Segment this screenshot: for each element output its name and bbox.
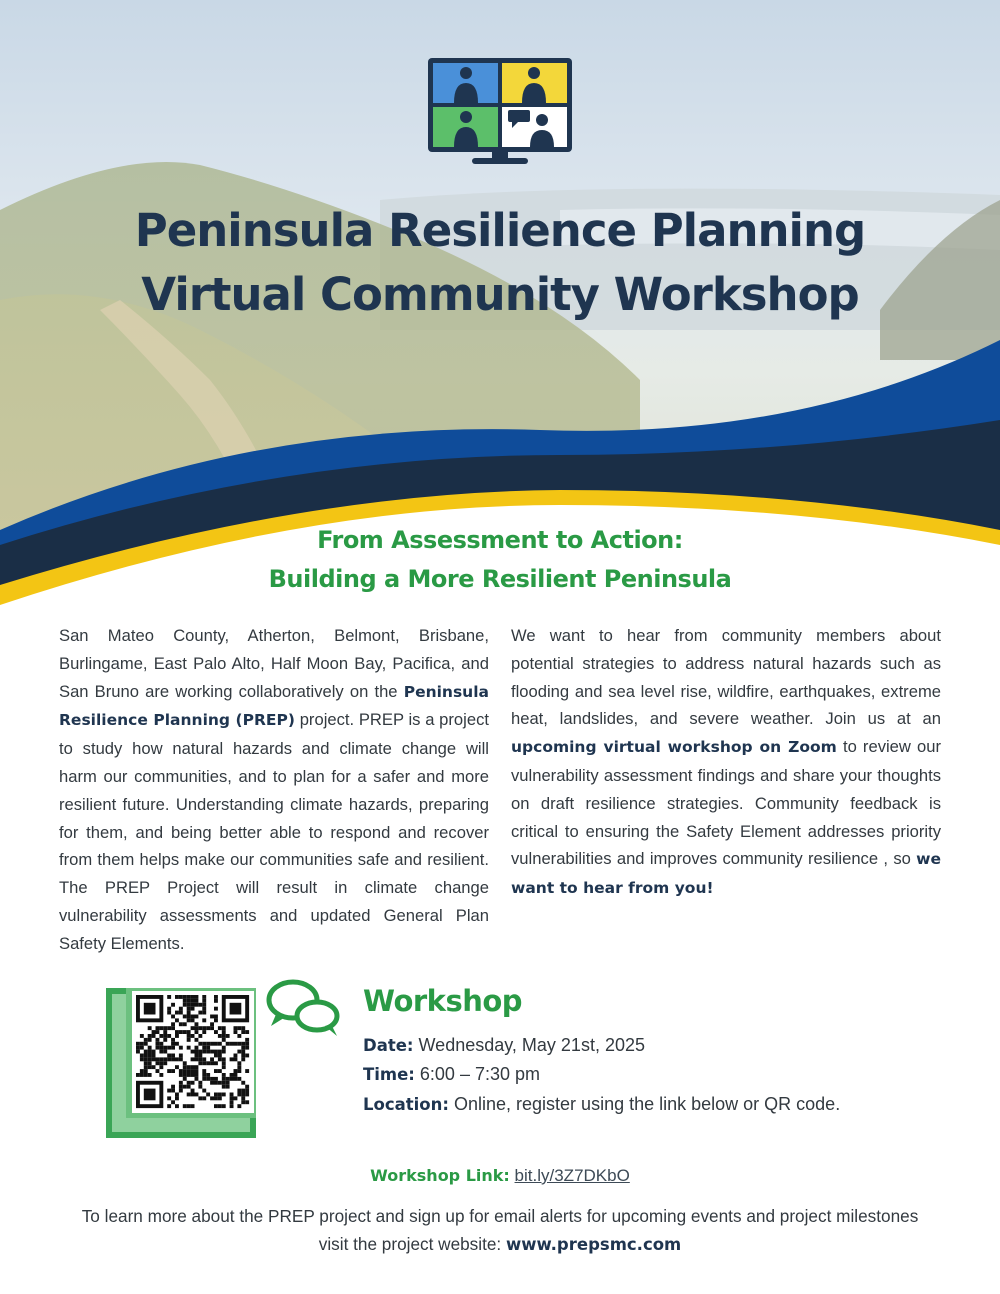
footer-line1: To learn more about the PREP project and sign up for email alerts for upcoming events and project milestones: [81, 1206, 919, 1226]
time-value: 6:00 – 7:30 pm: [414, 1064, 540, 1084]
footer-line2-prefix: visit the project website:: [318, 1234, 506, 1254]
intro-right-bold-1: upcoming virtual workshop on Zoom: [511, 738, 837, 757]
date-label: Date:: [363, 1036, 414, 1055]
workshop-link[interactable]: bit.ly/3Z7DKbO: [514, 1166, 630, 1185]
intro-left-column: [59, 622, 489, 958]
website-link[interactable]: www.prepsmc.com: [505, 1235, 682, 1254]
video-conference-icon: [428, 58, 572, 166]
time-label: Time:: [363, 1065, 415, 1084]
workshop-link-label: Workshop Link:: [370, 1166, 510, 1185]
qr-code[interactable]: [106, 988, 256, 1138]
workshop-date: [363, 1035, 645, 1056]
page-title-line1: Peninsula Resilience Planning: [134, 204, 866, 257]
intro-left-text-2: project. PREP is a project to study how natural hazards and climate change will harm our communities, and to plan for a safer and more resilient future. Understanding climate hazards, preparing for them, and being better able to respond and recover from them helps make our communities safe and resilient. The PREP Project will result in climate change vulnerability assessments and updated General Plan Safety Elements.: [59, 710, 489, 953]
footer-text: [40, 1202, 960, 1259]
intro-right-column: [511, 622, 941, 903]
page-title-line2: Virtual Community Workshop: [141, 268, 859, 321]
intro-left-text-1: San Mateo County, Atherton, Belmont, Brisbane, Burlingame, East Palo Alto, Half Moon Bay, Pacifica, and San Bruno are working collaboratively on the: [59, 626, 489, 701]
workshop-time: [363, 1064, 540, 1085]
chat-bubbles-icon: [265, 978, 343, 1038]
workshop-heading: Workshop: [363, 984, 523, 1018]
intro-right-text-1: We want to hear from community members about potential strategies to address natural hazards such as flooding and sea level rise, wildfire, earthquakes, extreme heat, landslides, and severe weather. Join us at an: [511, 626, 941, 729]
workshop-location: [363, 1094, 840, 1115]
workshop-link-line: [0, 1166, 1000, 1186]
subheading-line2: Building a More Resilient Peninsula: [268, 565, 732, 593]
subheading-line1: From Assessment to Action:: [317, 526, 683, 554]
intro-right-text-2: to review our vulnerability assessment findings and share your thoughts on draft resilience strategies. Community feedback is critical to ensuring the Safety Element addresses priority vulnerabilities and improves community resilience , so: [511, 737, 942, 869]
location-label: Location:: [363, 1095, 449, 1114]
date-value: Wednesday, May 21st, 2025: [413, 1035, 645, 1055]
intro-right-bold-2: we want to hear from you!: [511, 850, 941, 898]
intro-left-bold: Peninsula Resilience Planning (PREP): [59, 682, 489, 730]
location-value: Online, register using the link below or QR code.: [449, 1094, 841, 1114]
